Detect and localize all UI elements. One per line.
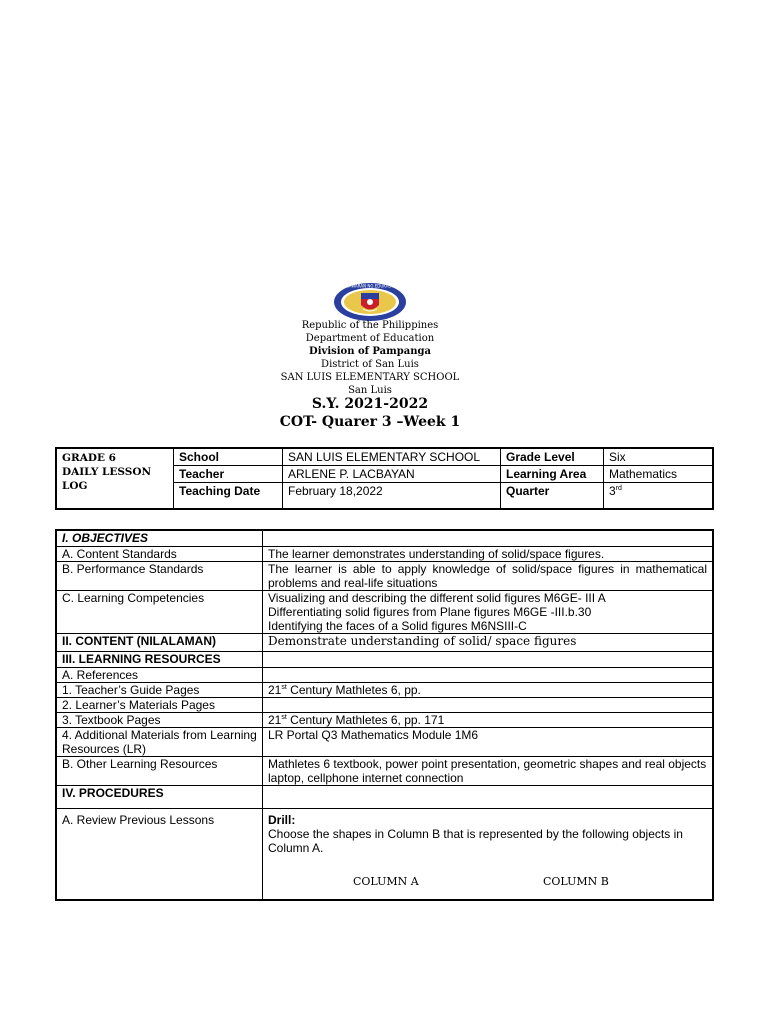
learning-resources-heading: III. LEARNING RESOURCES xyxy=(56,652,263,668)
header-line-department: Department of Education xyxy=(305,333,435,344)
tb-suffix: st xyxy=(281,714,287,721)
competency-item: Differentiating solid figures from Plane figures M6GE -III.b.30 xyxy=(268,605,592,619)
letterhead xyxy=(0,319,740,397)
seal-text: KAGAWARAN NG EDUKASYON xyxy=(340,283,400,289)
column-a-label: COLUMN A xyxy=(353,875,419,888)
references-label: A. References xyxy=(56,668,263,683)
column-b-label: COLUMN B xyxy=(543,875,609,888)
drill-instructions: Choose the shapes in Column B that is represented by the following objects in Column A. xyxy=(268,827,683,855)
tb-text: Century Mathletes 6, pp. 171 xyxy=(286,713,445,727)
quarter-value xyxy=(604,483,714,510)
textbook-pages-value xyxy=(263,713,714,728)
content-value: Demonstrate understanding of solid/ space figures xyxy=(263,634,714,652)
log-label-line: DAILY LESSON xyxy=(62,466,152,478)
additional-materials-label: 4. Additional Materials from Learning Resources (LR) xyxy=(56,728,263,757)
other-resources-label: B. Other Learning Resources xyxy=(56,757,263,786)
learning-area-value: Mathematics xyxy=(604,466,714,483)
review-lessons-label: A. Review Previous Lessons xyxy=(56,809,263,901)
quarter-suffix: rd xyxy=(615,485,622,492)
references-blank xyxy=(263,668,714,683)
log-label-line: GRADE 6 xyxy=(62,452,116,464)
teacher-label: Teacher xyxy=(174,466,283,483)
school-year-title: S.Y. 2021-2022 xyxy=(311,396,429,412)
additional-materials-value: LR Portal Q3 Mathematics Module 1M6 xyxy=(263,728,714,757)
performance-standards-value: The learner is able to apply knowledge of solid/space figures in mathematical problems and real-life situations xyxy=(263,562,714,591)
other-resources-value: Mathletes 6 textbook, power point presentation, geometric shapes and real objects laptop, cellphone internet connection xyxy=(263,757,714,786)
deped-seal-logo xyxy=(333,282,407,322)
quarter-label: Quarter xyxy=(501,483,604,510)
header-line-school: SAN LUIS ELEMENTARY SCHOOL xyxy=(280,372,460,383)
procedures-heading: IV. PROCEDURES xyxy=(56,786,263,809)
review-lessons-value xyxy=(263,809,714,901)
learning-area-label: Learning Area xyxy=(501,466,604,483)
tg-suffix: st xyxy=(281,684,287,691)
teaching-date-value: February 18,2022 xyxy=(283,483,501,510)
textbook-pages-label: 3. Textbook Pages xyxy=(56,713,263,728)
lesson-plan-table xyxy=(55,529,714,901)
content-standards-label: A. Content Standards xyxy=(56,547,263,562)
content-heading: II. CONTENT (NILALAMAN) xyxy=(56,634,263,652)
tg-number: 21 xyxy=(268,683,282,697)
header-line-republic: Republic of the Philippines xyxy=(301,320,439,331)
competency-item: Identifying the faces of a Solid figures M6NSIII-C xyxy=(268,619,527,633)
school-value: SAN LUIS ELEMENTARY SCHOOL xyxy=(283,448,501,466)
drill-heading: Drill: xyxy=(268,813,296,827)
grade-level-label: Grade Level xyxy=(501,448,604,466)
cot-title: COT- Quarer 3 –Week 1 xyxy=(279,414,461,430)
header-line-district: District of San Luis xyxy=(321,359,419,370)
log-label-line: LOG xyxy=(62,480,88,492)
procedures-blank xyxy=(263,786,714,809)
learning-competencies-label: C. Learning Competencies xyxy=(56,591,263,634)
content-standards-value: The learner demonstrates understanding of solid/space figures. xyxy=(263,547,714,562)
learners-materials-blank xyxy=(263,698,714,713)
tb-number: 21 xyxy=(268,713,282,727)
teachers-guide-label: 1. Teacher’s Guide Pages xyxy=(56,683,263,698)
column-headers xyxy=(268,863,707,897)
teachers-guide-value xyxy=(263,683,714,698)
header-line-town: San Luis xyxy=(348,385,392,396)
quarter-number: 3 xyxy=(609,484,616,498)
lesson-info-table xyxy=(55,447,714,510)
learners-materials-label: 2. Learner’s Materials Pages xyxy=(56,698,263,713)
daily-lesson-log-label xyxy=(56,448,174,509)
tg-text: Century Mathletes 6, pp. xyxy=(286,683,421,697)
learning-resources-blank xyxy=(263,652,714,668)
grade-level-value: Six xyxy=(604,448,714,466)
learning-competencies-value xyxy=(263,591,714,634)
school-label: School xyxy=(174,448,283,466)
performance-standards-label: B. Performance Standards xyxy=(56,562,263,591)
objectives-blank xyxy=(263,530,714,547)
teacher-value: ARLENE P. LACBAYAN xyxy=(283,466,501,483)
teaching-date-label: Teaching Date xyxy=(174,483,283,510)
header-line-division: Division of Pampanga xyxy=(309,346,431,357)
objectives-heading: I. OBJECTIVES xyxy=(56,530,263,547)
competency-item: Visualizing and describing the different solid figures M6GE- III A xyxy=(268,591,606,605)
